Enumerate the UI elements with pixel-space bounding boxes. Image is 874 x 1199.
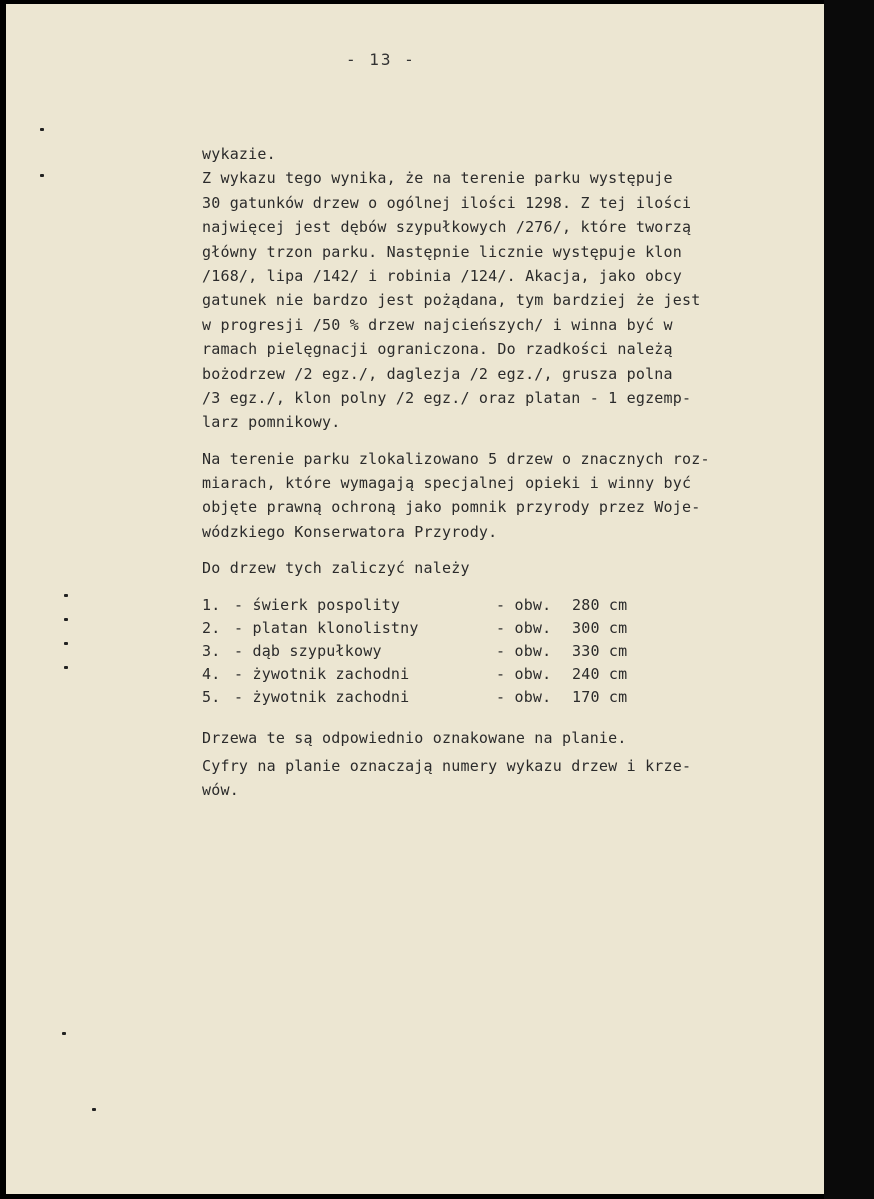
tree-circumference-value: 240 cm — [572, 664, 628, 683]
text-line: najwięcej jest dębów szypułkowych /276/, które tworzą — [202, 218, 692, 237]
scan-speck — [92, 1108, 96, 1111]
tree-circumference-label: - obw. — [496, 641, 552, 660]
list-item — [202, 593, 772, 616]
scan-speck — [64, 594, 68, 597]
tree-circumference-label: - obw. — [496, 618, 552, 637]
scan-speck — [62, 1032, 66, 1035]
tree-name: - świerk pospolity — [234, 595, 401, 614]
tree-name: - dąb szypułkowy — [234, 641, 382, 660]
list-item — [202, 639, 772, 662]
paragraph-species-summary — [202, 142, 772, 435]
document-body — [202, 142, 772, 803]
document-page — [6, 4, 824, 1194]
scan-speck — [64, 618, 68, 621]
tree-circumference-value: 170 cm — [572, 687, 628, 706]
text-line: /168/, lipa /142/ i robinia /124/. Akacja, jako obcy — [202, 266, 682, 285]
tree-circumference-value: 330 cm — [572, 641, 628, 660]
tree-number: 1. — [202, 595, 221, 614]
tree-name: - żywotnik zachodni — [234, 687, 410, 706]
tree-circumference-label: - obw. — [496, 687, 552, 706]
tree-list — [202, 593, 772, 708]
text-line: wykazie. — [202, 145, 276, 163]
scan-border — [824, 0, 874, 1199]
scan-speck — [64, 666, 68, 669]
paragraph-notable-trees — [202, 447, 772, 545]
text-line: miarach, które wymagają specjalnej opieki i winny być — [202, 474, 692, 493]
closing-paragraph — [202, 754, 772, 803]
text-line: wódzkiego Konserwatora Przyrody. — [202, 522, 498, 541]
scan-speck — [40, 128, 44, 131]
text-line: ramach pielęgnacji ograniczona. Do rzadkości należą — [202, 340, 673, 359]
text-line: Na terenie parku zlokalizowano 5 drzew o znacznych roz- — [202, 449, 710, 468]
text-line: w progresji /50 % drzew najcieńszych/ i winna być w — [202, 315, 673, 334]
tree-circumference-label: - obw. — [496, 664, 552, 683]
page-number: - 13 - — [346, 50, 416, 69]
text-line: larz pomnikowy. — [202, 413, 341, 432]
text-line: Z wykazu tego wynika, że na terenie parku występuje — [202, 169, 673, 188]
tree-number: 2. — [202, 618, 221, 637]
text-line: Cyfry na planie oznaczają numery wykazu drzew i krze- — [202, 757, 692, 776]
tree-name: - platan klonolistny — [234, 618, 419, 637]
tree-number: 3. — [202, 641, 221, 660]
tree-circumference-label: - obw. — [496, 595, 552, 614]
tree-circumference-value: 280 cm — [572, 595, 628, 614]
scan-speck — [40, 174, 44, 177]
text-line: /3 egz./, klon polny /2 egz./ oraz platan - 1 egzemp- — [202, 388, 692, 407]
list-item — [202, 616, 772, 639]
tree-number: 5. — [202, 687, 221, 706]
tree-circumference-value: 300 cm — [572, 618, 628, 637]
tree-number: 4. — [202, 664, 221, 683]
text-line: objęte prawną ochroną jako pomnik przyrody przez Woje- — [202, 498, 701, 517]
text-line: gatunek nie bardzo jest pożądana, tym bardziej że jest — [202, 291, 701, 310]
text-line: 30 gatunków drzew o ogólnej ilości 1298. Z tej ilości — [202, 193, 692, 212]
tree-name: - żywotnik zachodni — [234, 664, 410, 683]
list-intro: Do drzew tych zaliczyć należy — [202, 559, 470, 578]
scan-speck — [64, 642, 68, 645]
text-line: główny trzon parku. Następnie licznie występuje klon — [202, 242, 682, 261]
list-item — [202, 662, 772, 685]
text-line: wów. — [202, 781, 239, 800]
text-line: bożodrzew /2 egz./, daglezja /2 egz./, grusza polna — [202, 364, 673, 383]
closing-sentence: Drzewa te są odpowiednio oznakowane na planie. — [202, 728, 627, 747]
list-item — [202, 685, 772, 708]
